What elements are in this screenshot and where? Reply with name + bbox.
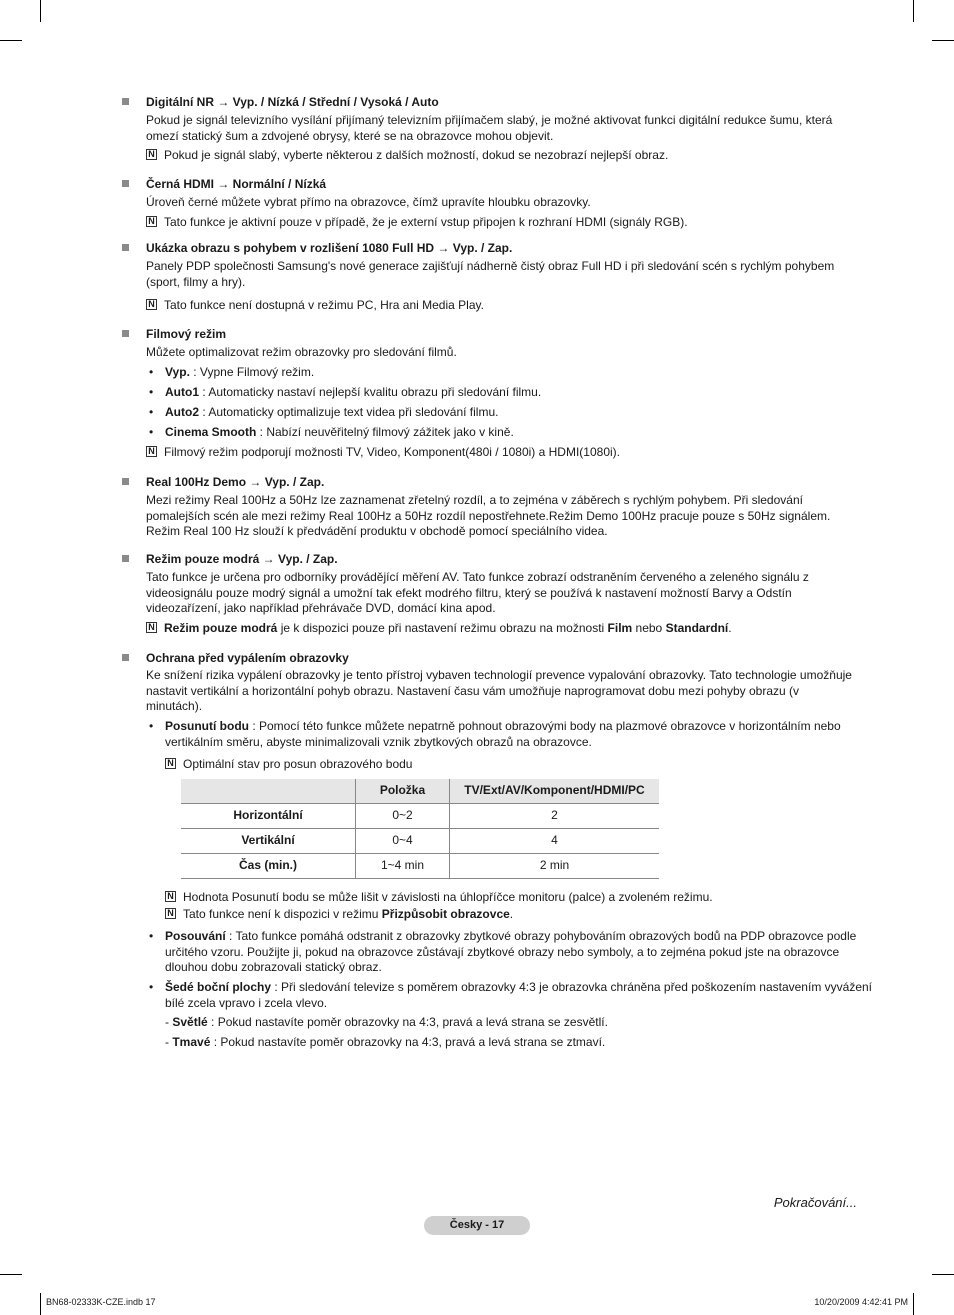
note-icon: N	[146, 446, 157, 457]
crop-mark	[0, 40, 22, 41]
list-item	[146, 719, 873, 750]
option-term: Cinema Smooth	[165, 425, 257, 439]
bullet-icon: •	[149, 405, 154, 419]
section-heading: Filmový režim	[146, 327, 227, 341]
table-row-header: Horizontální	[181, 804, 356, 829]
option-desc: : Nabízí neuvěřitelný filmový zážitek jako v kině.	[256, 425, 514, 439]
note-text: je k dispozici pouze při nastavení režimu obrazu na možnosti	[277, 621, 608, 635]
table-header-row	[181, 779, 659, 804]
table-row	[181, 829, 659, 854]
section-heading: Real 100Hz Demo → Vyp. / Zap.	[146, 475, 325, 489]
section-text: Ke snížení rizika vypálení obrazovky je tento přístroj vybaven technologií prevence vypalování obrazovky. Tato technologie umožňuje nastavit vertikální a horizontální pohyb obrazu. Nastavení času vám umožňuje naprogramovat dobu mezi pohyby obrazu (v minutách).	[146, 668, 852, 713]
note-text: nebo	[632, 621, 666, 635]
list-item	[146, 929, 873, 976]
crop-mark	[932, 1274, 954, 1275]
dash-icon: -	[165, 1035, 169, 1049]
note	[165, 890, 873, 906]
option-desc: : Tato funkce pomáhá odstranit z obrazovky zbytkové obrazy pohybováním obrazových bodů na PDP obrazovce podle určitého vzoru. Použijte ji, pokud na obrazovce zůstávají zbytkové obrazy nebo symboly, a to zejména pokud jste na obrazovce dlouhou dobu zobrazovali statický obraz.	[165, 929, 857, 974]
note-icon: N	[146, 149, 157, 160]
table-header-cell: Položka	[356, 779, 450, 804]
list-item	[146, 405, 873, 421]
note	[146, 621, 872, 637]
crop-mark	[40, 1293, 41, 1315]
section-text: Úroveň černé můžete vybrat přímo na obrazovce, čímž upravíte hloubku obrazovky.	[146, 195, 591, 209]
section-text: Můžete optimalizovat režim obrazovky pro sledování filmů.	[146, 345, 457, 359]
note-text: Tato funkce není k dispozici v režimu	[183, 907, 382, 921]
option-term: Posunutí bodu	[165, 719, 249, 733]
note-icon: N	[146, 622, 157, 633]
crop-mark	[0, 1274, 22, 1275]
square-bullet-icon	[122, 478, 129, 485]
dash-icon: -	[165, 1015, 169, 1029]
option-term: Auto2	[165, 405, 199, 419]
option-desc: : Pokud nastavíte poměr obrazovky na 4:3, pravá a levá strana se ztmaví.	[210, 1035, 606, 1049]
square-bullet-icon	[122, 98, 129, 105]
option-term: Světlé	[172, 1015, 208, 1029]
square-bullet-icon	[122, 180, 129, 187]
option-desc: : Vypne Filmový režim.	[189, 365, 315, 379]
table-row-header: Vertikální	[181, 829, 356, 854]
section-text: Panely PDP společnosti Samsung's nové generace zajišťují nádherně čistý obraz Full HD i při sledování scén s rychlým pohybem (sport, filmy a hry).	[146, 259, 835, 289]
section-text: Tato funkce je určena pro odborníky provádějící měření AV. Tato funkce zobrazí odstraněním červeného a zeleného signálu z videosignálu pouze modrý signál a umožní tak efekt modrého filtru, který se používá k nastavení možností Barvy a Odstín videozařízení, jako například přehrávače DVD, domácí kina apod.	[146, 570, 809, 615]
footer-file-info: BN68-02333K-CZE.indb 17	[46, 1297, 156, 1307]
square-bullet-icon	[122, 244, 129, 251]
bullet-icon: •	[149, 385, 154, 399]
note-text: Tato funkce je aktivní pouze v případě, že je externí vstup připojen k rozhraní HDMI (signály RGB).	[164, 215, 688, 229]
note-icon: N	[165, 908, 176, 919]
sub-item	[165, 1035, 855, 1051]
option-term: Vyp.	[165, 365, 190, 379]
pixel-shift-table	[181, 779, 659, 879]
option-desc: : Automaticky nastaví nejlepší kvalitu obrazu při sledování filmu.	[199, 385, 542, 399]
option-desc: : Při sledování televize s poměrem obrazovky 4:3 je obrazovka chráněna před poškozením nastavením vyvážení bílé zcela vpravo i zcela vlevo.	[165, 980, 873, 1010]
note-icon: N	[146, 299, 157, 310]
note-text: Hodnota Posunutí bodu se může lišit v závislosti na úhlopříčce monitoru (palce) a zvoleném režimu.	[183, 890, 713, 904]
option-term: Šedé boční plochy	[165, 980, 272, 994]
note-text: Optimální stav pro posun obrazového bodu	[183, 757, 413, 771]
table-header-cell	[181, 779, 356, 804]
table-cell: 1~4 min	[356, 854, 450, 879]
note-icon: N	[165, 891, 176, 902]
note-text: Tato funkce není dostupná v režimu PC, Hra ani Media Play.	[164, 298, 484, 312]
crop-mark	[913, 0, 914, 22]
crop-mark	[913, 1293, 914, 1315]
section-text: Mezi režimy Real 100Hz a 50Hz lze zaznamenat zřetelný rozdíl, a to zejména v záběrech s rychlým pohybem. Při sledování pomalejších scén ale mezi režimy Real 100Hz a 50Hz rozdíl nepostřehnete.Režim Demo 100Hz pracuje pouze s 50Hz signálem. Režim Real 100 Hz slouží k předvádění produktu v obchodě pomocí speciálního videa.	[146, 493, 831, 538]
square-bullet-icon	[122, 555, 129, 562]
note	[165, 907, 873, 923]
table-cell: 2 min	[450, 854, 660, 879]
crop-mark	[40, 0, 41, 22]
table-header-cell: TV/Ext/AV/Komponent/HDMI/PC	[450, 779, 660, 804]
square-bullet-icon	[122, 654, 129, 661]
table-row-header: Čas (min.)	[181, 854, 356, 879]
sub-item	[165, 1015, 855, 1031]
option-desc: : Pomocí této funkce můžete nepatrně pohnout obrazovými body na plazmové obrazovce v horizontálním nebo vertikálním směru, abyste minimalizovali vznik zbytkových obrazů na obrazovce.	[165, 719, 841, 749]
continued-label: Pokračování...	[773, 1195, 857, 1210]
section-text: Pokud je signál televizního vysílání přijímaný televizním přijímačem slabý, je možné aktivovat funkci digitální redukce šumu, která omezí statický šum a zdvojené obrysy, které se na obrazovce mohou objevit.	[146, 113, 833, 143]
note-term: Film	[607, 621, 633, 635]
option-term: Auto1	[165, 385, 199, 399]
note-term: Přizpůsobit obrazovce	[381, 907, 510, 921]
note-term: Standardní	[665, 621, 729, 635]
table-cell: 4	[450, 829, 660, 854]
section-heading: Digitální NR → Vyp. / Nízká / Střední / Vysoká / Auto	[146, 95, 439, 109]
section-heading: Režim pouze modrá → Vyp. / Zap.	[146, 552, 338, 566]
bullet-icon: •	[149, 365, 154, 379]
note	[146, 148, 872, 164]
page-number-badge: Česky - 17	[424, 1216, 530, 1235]
note	[146, 215, 872, 231]
note-icon: N	[165, 758, 176, 769]
bullet-icon: •	[149, 929, 154, 943]
table-row	[181, 854, 659, 879]
note-text: Filmový režim podporují možnosti TV, Video, Komponent(480i / 1080i) a HDMI(1080i).	[164, 445, 620, 459]
list-item	[146, 385, 873, 401]
crop-mark	[932, 40, 954, 41]
option-desc: : Automaticky optimalizuje text videa při sledování filmu.	[199, 405, 499, 419]
option-desc: : Pokud nastavíte poměr obrazovky na 4:3, pravá a levá strana se zesvětlí.	[207, 1015, 608, 1029]
section-heading: Ukázka obrazu s pohybem v rozlišení 1080 Full HD → Vyp. / Zap.	[146, 241, 513, 255]
note-term: Režim pouze modrá	[164, 621, 278, 635]
option-term: Tmavé	[172, 1035, 211, 1049]
bullet-icon: •	[149, 980, 154, 994]
table-cell: 0~2	[356, 804, 450, 829]
table-cell: 0~4	[356, 829, 450, 854]
note	[146, 445, 872, 461]
bullet-icon: •	[149, 719, 154, 733]
note-icon: N	[146, 216, 157, 227]
note	[165, 757, 873, 773]
square-bullet-icon	[122, 330, 129, 337]
option-term: Posouvání	[165, 929, 226, 943]
footer-timestamp: 10/20/2009 4:42:41 PM	[814, 1297, 908, 1307]
note	[146, 298, 872, 314]
list-item	[146, 365, 873, 381]
section-heading: Černá HDMI → Normální / Nízká	[146, 177, 327, 191]
section-heading: Ochrana před vypálením obrazovky	[146, 651, 349, 665]
table-cell: 2	[450, 804, 660, 829]
list-item	[146, 980, 873, 1011]
table-row	[181, 804, 659, 829]
note-text: Pokud je signál slabý, vyberte některou z dalších možností, dokud se nezobrazí nejlepší obraz.	[164, 148, 669, 162]
note-text: .	[728, 621, 732, 635]
bullet-icon: •	[149, 425, 154, 439]
list-item	[146, 425, 873, 441]
note-text: .	[509, 907, 514, 921]
